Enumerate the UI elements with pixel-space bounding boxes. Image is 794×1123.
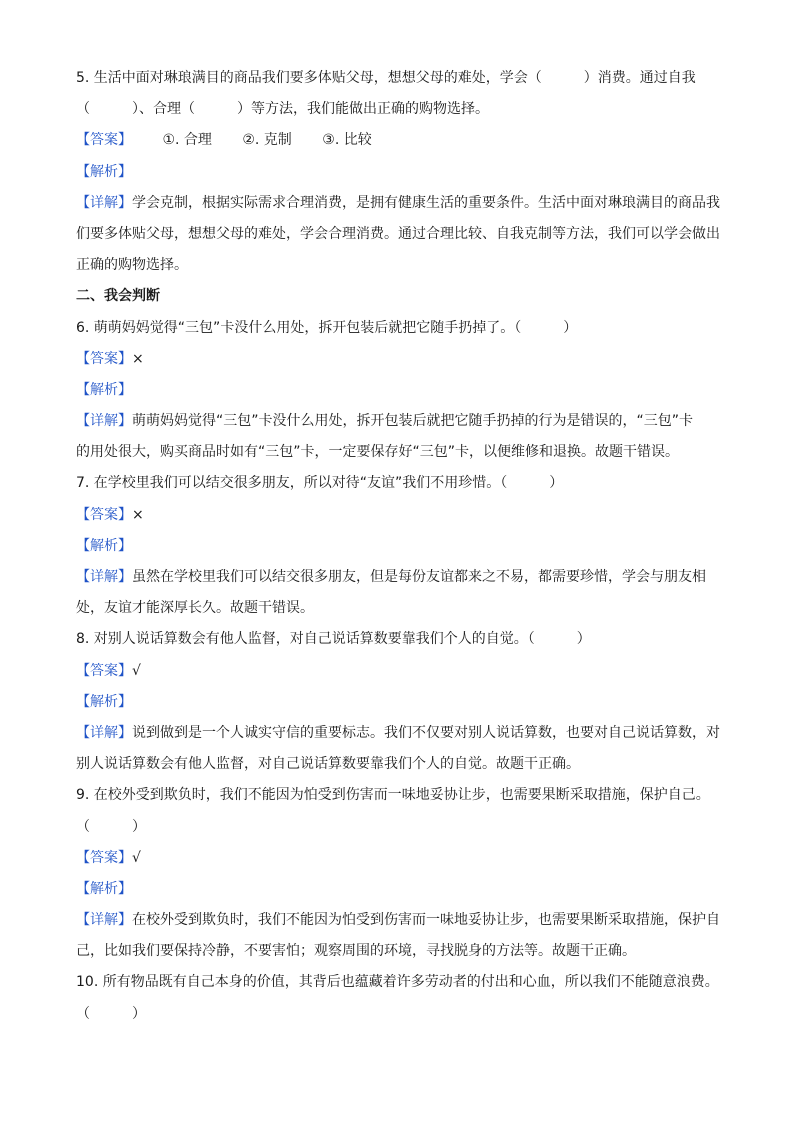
q8-detail-line2: 别人说话算数会有他人监督，对自己说话算数要靠我们个人的自觉。故题干正确。 (76, 756, 580, 773)
analysis-tag: 【解析】 (76, 693, 132, 710)
q5-analysis (76, 157, 726, 188)
analysis-tag: 【解析】 (76, 381, 132, 398)
q6-detail-line2: 的用处很大，购买商品时如有“三包”卡，一定要保存好“三包”卡，以便维修和退换。故题干错误。 (76, 444, 680, 461)
document-content (76, 63, 726, 1030)
q9-detail-line2: 己，比如我们要保持冷静，不要害怕；观察周围的环境，寻找脱身的方法等。故题干正确。 (76, 943, 636, 960)
q9-detail-line1 (76, 905, 726, 936)
q5-detail-text1: 学会克制，根据实际需求合理消费，是拥有健康生活的重要条件。生活中面对琳琅满目的商品我 (132, 194, 720, 211)
answer-tag: 【答案】 (76, 506, 132, 523)
q5-answer-3: ③. 比较 (322, 132, 372, 149)
q7-detail-line2: 处，友谊才能深厚长久。故题干错误。 (76, 600, 314, 617)
q5-answer-1: ①. 合理 (162, 132, 212, 149)
q9-detail-text1: 在校外受到欺负时，我们不能因为怕受到伤害而一味地妥协让步，也需要果断采取措施，保护自 (132, 912, 720, 929)
detail-tag: 【详解】 (76, 912, 132, 929)
q5-detail-line1 (76, 188, 726, 219)
q6-question: 6. 萌萌妈妈觉得“三包”卡没什么用处，拆开包装后就把它随手扔掉了。（ ） (76, 319, 578, 336)
answer-tag: 【答案】 (76, 849, 132, 866)
detail-tag: 【详解】 (76, 569, 132, 585)
q9-question-line1: 9. 在校外受到欺负时，我们不能因为怕受到伤害而一味地妥协让步，也需要果断采取措施，保护自己。 (76, 787, 710, 804)
q5-detail-line3: 正确的购物选择。 (76, 257, 188, 274)
q6-detail-line1 (76, 406, 726, 437)
q7-question: 7. 在学校里我们可以结交很多朋友，所以对待“友谊”我们不用珍惜。（ ） (76, 475, 564, 492)
q8-detail-text1: 说到做到是一个人诚实守信的重要标志。我们不仅要对别人说话算数，也要对自己说话算数，对 (132, 724, 720, 741)
answer-tag: 【答案】 (76, 662, 132, 679)
q7-detail-line1 (76, 562, 726, 593)
q8-answer (76, 656, 726, 687)
q10-question-line2: （ ） (76, 1005, 146, 1022)
detail-tag: 【详解】 (76, 194, 132, 211)
q9-analysis (76, 874, 726, 905)
section-heading: 二、我会判断 (76, 288, 160, 305)
q8-answer-value: √ (132, 662, 141, 679)
q5-detail-line2: 们要多体贴父母，想想父母的难处，学会合理消费。通过合理比较、自我克制等方法，我们可以学会做出 (76, 225, 720, 242)
q7-answer (76, 500, 726, 531)
q8-analysis (76, 687, 726, 718)
analysis-tag: 【解析】 (76, 880, 132, 897)
q8-detail-line1 (76, 718, 726, 749)
q7-answer-value: × (132, 506, 144, 523)
detail-tag: 【详解】 (76, 413, 132, 430)
q8-question: 8. 对别人说话算数会有他人监督，对自己说话算数要靠我们个人的自觉。（ ） (76, 631, 591, 648)
detail-tag: 【详解】 (76, 724, 132, 741)
q9-answer-value: √ (132, 849, 141, 866)
q9-question-line2: （ ） (76, 818, 146, 835)
analysis-tag: 【解析】 (76, 537, 132, 554)
q5-question-line1: 5. 生活中面对琳琅满目的商品我们要多体贴父母，想想父母的难处，学会（ ）消费。通过自我 (76, 70, 696, 86)
q6-answer (76, 344, 726, 375)
q5-answer-2: ②. 克制 (242, 132, 292, 149)
q10-question-line1: 10. 所有物品既有自己本身的价值，其背后也蕴藏着许多劳动者的付出和心血，所以我们不能随意浪费。 (76, 974, 719, 991)
q9-answer (76, 843, 726, 874)
q6-detail-text1: 萌萌妈妈觉得“三包”卡没什么用处，拆开包装后就把它随手扔掉的行为是错误的，“三包”卡 (132, 413, 694, 430)
q6-answer-value: × (132, 350, 144, 367)
q7-analysis (76, 531, 726, 562)
q5-answer (76, 125, 726, 156)
q5-question-line2: （ ）、合理（ ）等方法，我们能做出正确的购物选择。 (76, 101, 489, 118)
analysis-tag: 【解析】 (76, 163, 132, 180)
q6-analysis (76, 375, 726, 406)
q7-detail-text1: 虽然在学校里我们可以结交很多朋友，但是每份友谊都来之不易，都需要珍惜，学会与朋友相 (132, 569, 706, 585)
answer-tag: 【答案】 (76, 132, 132, 149)
answer-tag: 【答案】 (76, 350, 132, 367)
